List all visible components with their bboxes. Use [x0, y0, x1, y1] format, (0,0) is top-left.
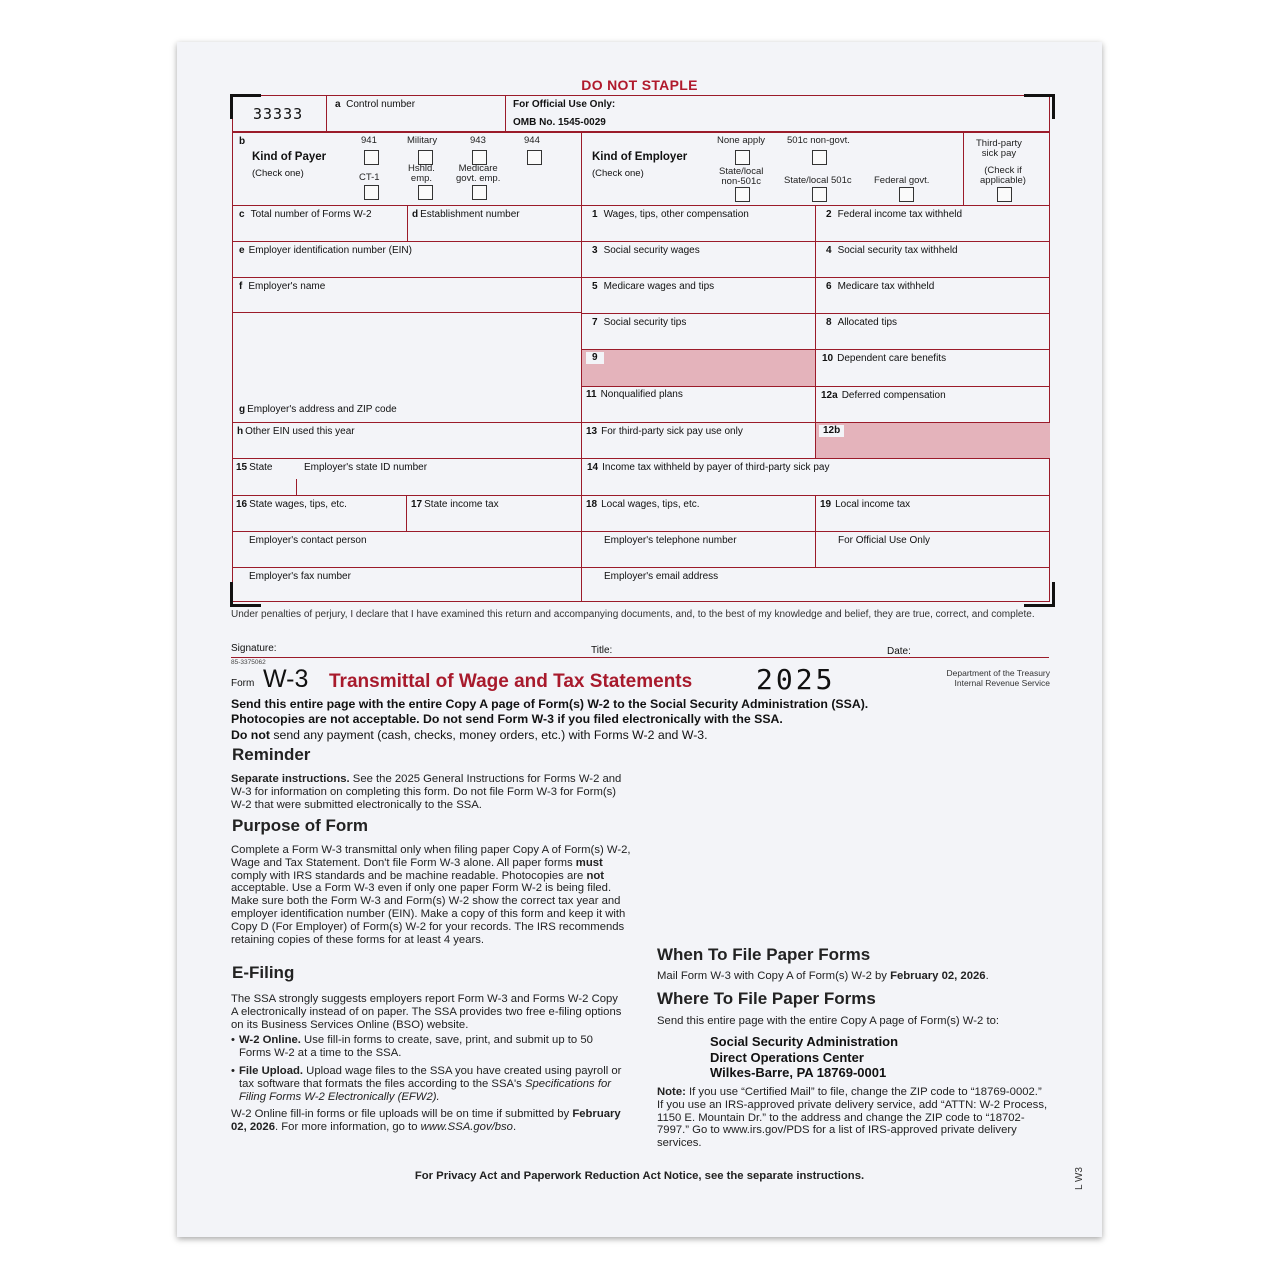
reminder-text — [231, 773, 623, 811]
form-title: Transmittal of Wage and Tax Statements — [329, 671, 693, 692]
option-944-label: 944 — [524, 135, 540, 146]
efiling-bullet-2: • File Upload. Upload wage files to the SSA you have created using payroll or tax software that formats the files according to the SSA's Specifications for Filing Forms W-2 Electronically (EFW2). — [231, 1065, 622, 1103]
box-c[interactable]: c Total number of Forms W-2 — [232, 205, 407, 241]
reminder-heading: Reminder — [232, 745, 311, 764]
check-if-applicable-label: (Check if applicable) — [980, 165, 1026, 186]
box-8[interactable]: 8 Allocated tips — [815, 313, 1050, 349]
box-18[interactable]: 18 Local wages, tips, etc. — [581, 495, 815, 531]
efiling-outro — [231, 1108, 626, 1134]
box-10[interactable]: 10 Dependent care benefits — [815, 349, 1050, 386]
box-16-label: State wages, tips, etc. — [249, 499, 347, 510]
box-12b-shaded — [815, 422, 1050, 458]
file-upload-text: Upload wage files to the SSA you have created using payroll or tax software that formats the files according to the SSA's — [239, 1065, 622, 1090]
signature-label: Signature: — [231, 643, 277, 654]
efiling-heading: E-Filing — [232, 963, 295, 982]
note-bold: Note: — [657, 1086, 686, 1098]
catalog-number: 85-3375062 — [231, 659, 266, 666]
checkbox-941[interactable] — [364, 150, 379, 165]
state-local-501c-label: State/local 501c — [784, 175, 852, 186]
tax-year: 2025 — [756, 663, 836, 696]
department-line-2: Internal Revenue Service — [954, 678, 1050, 688]
box-14-label: Income tax withheld by payer of third-party sick pay — [602, 462, 830, 473]
address-line-2: Direct Operations Center — [710, 1049, 864, 1065]
omb-number: OMB No. 1545-0029 — [513, 117, 606, 128]
reminder-bold: Separate instructions. — [231, 773, 350, 785]
where-text: Send this entire page with the entire Copy A page of Form(s) W-2 to: — [657, 1015, 1000, 1027]
box-17[interactable]: 17 State income tax — [406, 495, 581, 531]
box-letter: b — [239, 136, 246, 147]
note-text: If you use “Certified Mail” to file, change the ZIP code to “18769-0002.” If you use an IRS-approved private delivery service, add “ATTN: W-2 Process, 1150 E. Mountain Dr.” to the address and change the ZIP code to “18702-7997.” Go to www.irs.gov/PDS for a list of IRS-approved private delivery services. — [657, 1086, 1048, 1150]
send-line-2: Photocopies are not acceptable. Do not send Form W-3 if you filed electronically with the SSA. — [231, 712, 783, 726]
purpose-body-3: acceptable. Use a Form W-3 even if only one paper Form W-2 is being filed. Make sure both the Form W-3 and Form(s) W-2 show the correct tax year and employer identification number (EIN). Make a copy of this form and keep it with Copy D (For Employer) of Form(s) W-2 for your records. The IRS recommends retaining copies of these forms for at least 4 years. — [231, 882, 626, 946]
box-f-label: Employer's name — [248, 281, 326, 292]
box-4[interactable]: 4 Social security tax withheld — [815, 241, 1050, 277]
check-one-label: (Check one) — [252, 168, 304, 179]
option-military-label: Military — [407, 135, 438, 146]
checkbox-944[interactable] — [527, 150, 542, 165]
efw2-spec-title: Specifications for Filing Forms W-2 Electronically (EFW2). — [239, 1077, 612, 1103]
box-18-label: Local wages, tips, etc. — [601, 499, 700, 510]
third-party-sick-pay-box — [963, 132, 1050, 205]
box-17-label: State income tax — [424, 499, 499, 510]
email-box[interactable] — [581, 567, 1050, 602]
box-6-label: Medicare tax withheld — [837, 281, 935, 292]
control-number-text: Control number — [346, 99, 416, 110]
box-3[interactable]: 3 Social security wages — [581, 241, 815, 277]
box-10-label: Dependent care benefits — [837, 353, 947, 364]
box-7[interactable]: 7 Social security tips — [581, 313, 815, 349]
box-9-shaded — [581, 349, 815, 386]
telephone-label: Employer's telephone number — [604, 535, 737, 546]
third-party-label: Third-party sick pay — [976, 138, 1022, 159]
form-page — [177, 42, 1102, 1237]
period: . — [985, 970, 989, 982]
box-9-label: 9 — [586, 352, 604, 364]
box-16[interactable]: 16 State wages, tips, etc. — [232, 495, 406, 531]
box-d[interactable]: d Establishment number — [407, 205, 581, 241]
check-one-label: (Check one) — [592, 168, 644, 179]
form-code: L W3 — [1074, 1167, 1085, 1190]
state-local-non501c-label: State/local non-501c — [719, 166, 764, 187]
fax-number-label: Employer's fax number — [249, 571, 351, 582]
box-7-label: Social security tips — [603, 317, 687, 328]
when-text — [657, 970, 1047, 983]
where-note — [657, 1086, 1049, 1150]
box-2[interactable]: 2 Federal income tax withheld — [815, 205, 1050, 241]
do-not-staple: DO NOT STAPLE — [581, 77, 698, 93]
fax-number-box[interactable] — [232, 567, 581, 602]
reminder-body: See the 2025 General Instructions for Forms W-2 and W-3 for information on completing this form. Do not file Form W-3 for Form(s) W-2 that were submitted electronically to the SSA. — [231, 773, 622, 811]
box-f[interactable]: f Employer's name — [232, 277, 581, 313]
option-943-label: 943 — [470, 135, 486, 146]
control-code: 33333 — [253, 105, 304, 123]
checkbox-state-local-non501c[interactable] — [735, 187, 750, 202]
box-12a-label: Deferred compensation — [841, 390, 946, 401]
kind-of-payer-box — [232, 132, 581, 205]
when-deadline: February 02, 2026 — [890, 970, 986, 982]
box-e-label: Employer identification number (EIN) — [248, 245, 412, 256]
box-14[interactable]: 14 Income tax withheld by payer of third-party sick pay — [581, 458, 1050, 495]
address-line-1: Social Security Administration — [710, 1034, 899, 1049]
contact-person-label: Employer's contact person — [249, 535, 367, 546]
box-h-label: Other EIN used this year — [245, 426, 355, 437]
purpose-must: must — [575, 856, 603, 869]
kind-of-employer-box — [581, 132, 963, 205]
box-12b-label: 12b — [819, 425, 844, 437]
bso-link[interactable]: www.SSA.gov/bso — [420, 1120, 513, 1133]
efiling-bullet-1: • W-2 Online. Use fill-in forms to create, save, print, and submit up to 50 Forms W-2 at a time to the SSA. — [231, 1034, 593, 1059]
efiling-outro-2: . For more information, go to — [274, 1120, 421, 1133]
box-19-label: Local income tax — [835, 499, 911, 510]
perjury-statement: Under penalties of perjury, I declare that I have examined this return and accompanying documents, and, to the best of my knowledge and belief, they are true, correct, and complete. — [231, 609, 1035, 620]
box-15[interactable]: 15 State Employer's state ID number — [232, 458, 581, 495]
box-12a[interactable]: 12a Deferred compensation — [815, 386, 1050, 422]
box-11-label: Nonqualified plans — [600, 389, 683, 400]
option-medicare-label: Medicare govt. emp. — [456, 163, 501, 184]
box-1-label: Wages, tips, other compensation — [603, 209, 749, 220]
efiling-outro-1: W-2 Online fill-in forms or file uploads will be on time if submitted by — [231, 1108, 573, 1120]
box-5-label: Medicare wages and tips — [603, 281, 715, 292]
address-line-3: Wilkes-Barre, PA 18769-0001 — [710, 1065, 887, 1080]
box-h[interactable]: h Other EIN used this year — [232, 422, 581, 458]
box-13[interactable]: 13 For third-party sick pay use only — [581, 422, 815, 458]
form-grid — [232, 132, 1050, 602]
purpose-body-2: comply with IRS standards and be machine readable. Photocopies are — [231, 869, 587, 882]
crop-mark-bottom-left — [230, 582, 261, 607]
official-use-label: For Official Use Only: — [513, 99, 616, 110]
official-use-only-box — [815, 531, 1050, 567]
crop-mark-top-left — [230, 94, 261, 119]
send-line-3 — [231, 728, 708, 742]
title-label: Title: — [591, 645, 613, 656]
federal-govt-label: Federal govt. — [874, 175, 930, 186]
kind-of-employer-label: Kind of Employer — [592, 151, 688, 163]
purpose-text — [231, 844, 631, 946]
efiling-intro: The SSA strongly suggests employers report Form W-3 and Forms W-2 Copy A electronically instead of on paper. The SSA provides two free e-filing options on its Business Services Online (BSO) website. — [231, 993, 622, 1031]
state-id-label: Employer's state ID number — [304, 462, 428, 473]
box-13-label: For third-party sick pay use only — [601, 426, 743, 437]
box-g[interactable]: g Employer's address and ZIP code — [232, 313, 581, 422]
privacy-notice: For Privacy Act and Paperwork Reduction Act Notice, see the separate instructions. — [414, 1170, 865, 1182]
box-5[interactable]: 5 Medicare wages and tips — [581, 277, 815, 313]
box-11[interactable]: 11 Nonqualified plans — [581, 386, 815, 422]
control-number-label[interactable] — [335, 99, 415, 110]
form-word: Form — [231, 678, 255, 689]
email-label: Employer's email address — [604, 571, 719, 582]
crop-mark-bottom-right — [1024, 582, 1055, 607]
box-4-label: Social security tax withheld — [837, 245, 958, 256]
box-g-label: Employer's address and ZIP code — [247, 404, 397, 415]
divider — [326, 96, 327, 132]
w2-online-text: Use fill-in forms to create, save, print, and submit up to 50 Forms W-2 at a time to the SSA. — [239, 1034, 593, 1059]
w2-online-bold: W-2 Online. — [239, 1034, 301, 1046]
box-c-label: Total number of Forms W-2 — [250, 209, 372, 220]
box-8-label: Allocated tips — [837, 317, 898, 328]
checkbox-501c-non-govt[interactable] — [812, 150, 827, 165]
send-line-1: Send this entire page with the entire Copy A page of Form(s) W-2 to the Social Security Administration (SSA). — [231, 697, 869, 711]
divider — [296, 479, 297, 495]
checkbox-federal-govt[interactable] — [899, 187, 914, 202]
department-line-1: Department of the Treasury — [946, 668, 1050, 678]
when-body: Mail Form W-3 with Copy A of Form(s) W-2 by — [657, 970, 891, 982]
option-hshld-label: Hshld. emp. — [408, 163, 435, 184]
box-1[interactable]: 1 Wages, tips, other compensation — [581, 205, 815, 241]
501c-non-govt-label: 501c non-govt. — [787, 135, 850, 146]
option-941-label: 941 — [361, 135, 377, 146]
checkbox-third-party-sick-pay[interactable] — [997, 187, 1012, 202]
send-instructions — [231, 697, 868, 727]
signature-line[interactable] — [231, 657, 1049, 658]
where-heading: Where To File Paper Forms — [657, 989, 876, 1008]
when-heading: When To File Paper Forms — [657, 945, 871, 964]
official-use-only-label: For Official Use Only — [838, 535, 931, 546]
department — [877, 668, 1050, 688]
box-3-label: Social security wages — [603, 245, 700, 256]
checkbox-medicare[interactable] — [472, 185, 487, 200]
purpose-heading: Purpose of Form — [232, 816, 369, 835]
checkbox-ct1[interactable] — [364, 185, 379, 200]
kind-of-payer-label: Kind of Payer — [252, 151, 327, 163]
box-19[interactable]: 19 Local income tax — [815, 495, 1050, 531]
file-upload-bold: File Upload. — [239, 1065, 304, 1077]
form-id: W-3 — [263, 665, 309, 693]
option-ct1-label: CT-1 — [359, 172, 380, 183]
box-2-label: Federal income tax withheld — [837, 209, 963, 220]
box-letter: a — [335, 99, 341, 110]
divider — [505, 96, 506, 132]
box-6[interactable]: 6 Medicare tax withheld — [815, 277, 1050, 313]
checkbox-hshld[interactable] — [418, 185, 433, 200]
do-not-bold: Do not — [231, 728, 270, 742]
purpose-not: not — [586, 869, 605, 882]
period: . — [512, 1120, 517, 1133]
checkbox-none-apply[interactable] — [735, 150, 750, 165]
none-apply-label: None apply — [717, 135, 766, 146]
top-row — [232, 95, 1050, 132]
send-line-3-text: send any payment (cash, checks, money orders, etc.) with Forms W-2 and W-3. — [269, 728, 708, 742]
ssa-address — [710, 1034, 898, 1081]
checkbox-state-local-501c[interactable] — [812, 187, 827, 202]
crop-mark-top-right — [1024, 94, 1055, 119]
contact-person-box[interactable] — [232, 531, 581, 567]
box-e[interactable]: e Employer identification number (EIN) — [232, 241, 581, 277]
box-d-label: Establishment number — [420, 209, 520, 220]
date-label: Date: — [887, 646, 911, 657]
efiling-deadline: February 02, 2026 — [231, 1108, 621, 1133]
telephone-box[interactable] — [581, 531, 815, 567]
box-15-label: State — [249, 462, 273, 473]
purpose-body-1: Complete a Form W-3 transmittal only when filing paper Copy A of Form(s) W-2, Wage and Tax Statement. Don't file Form W-3 alone. All paper forms — [231, 844, 631, 869]
